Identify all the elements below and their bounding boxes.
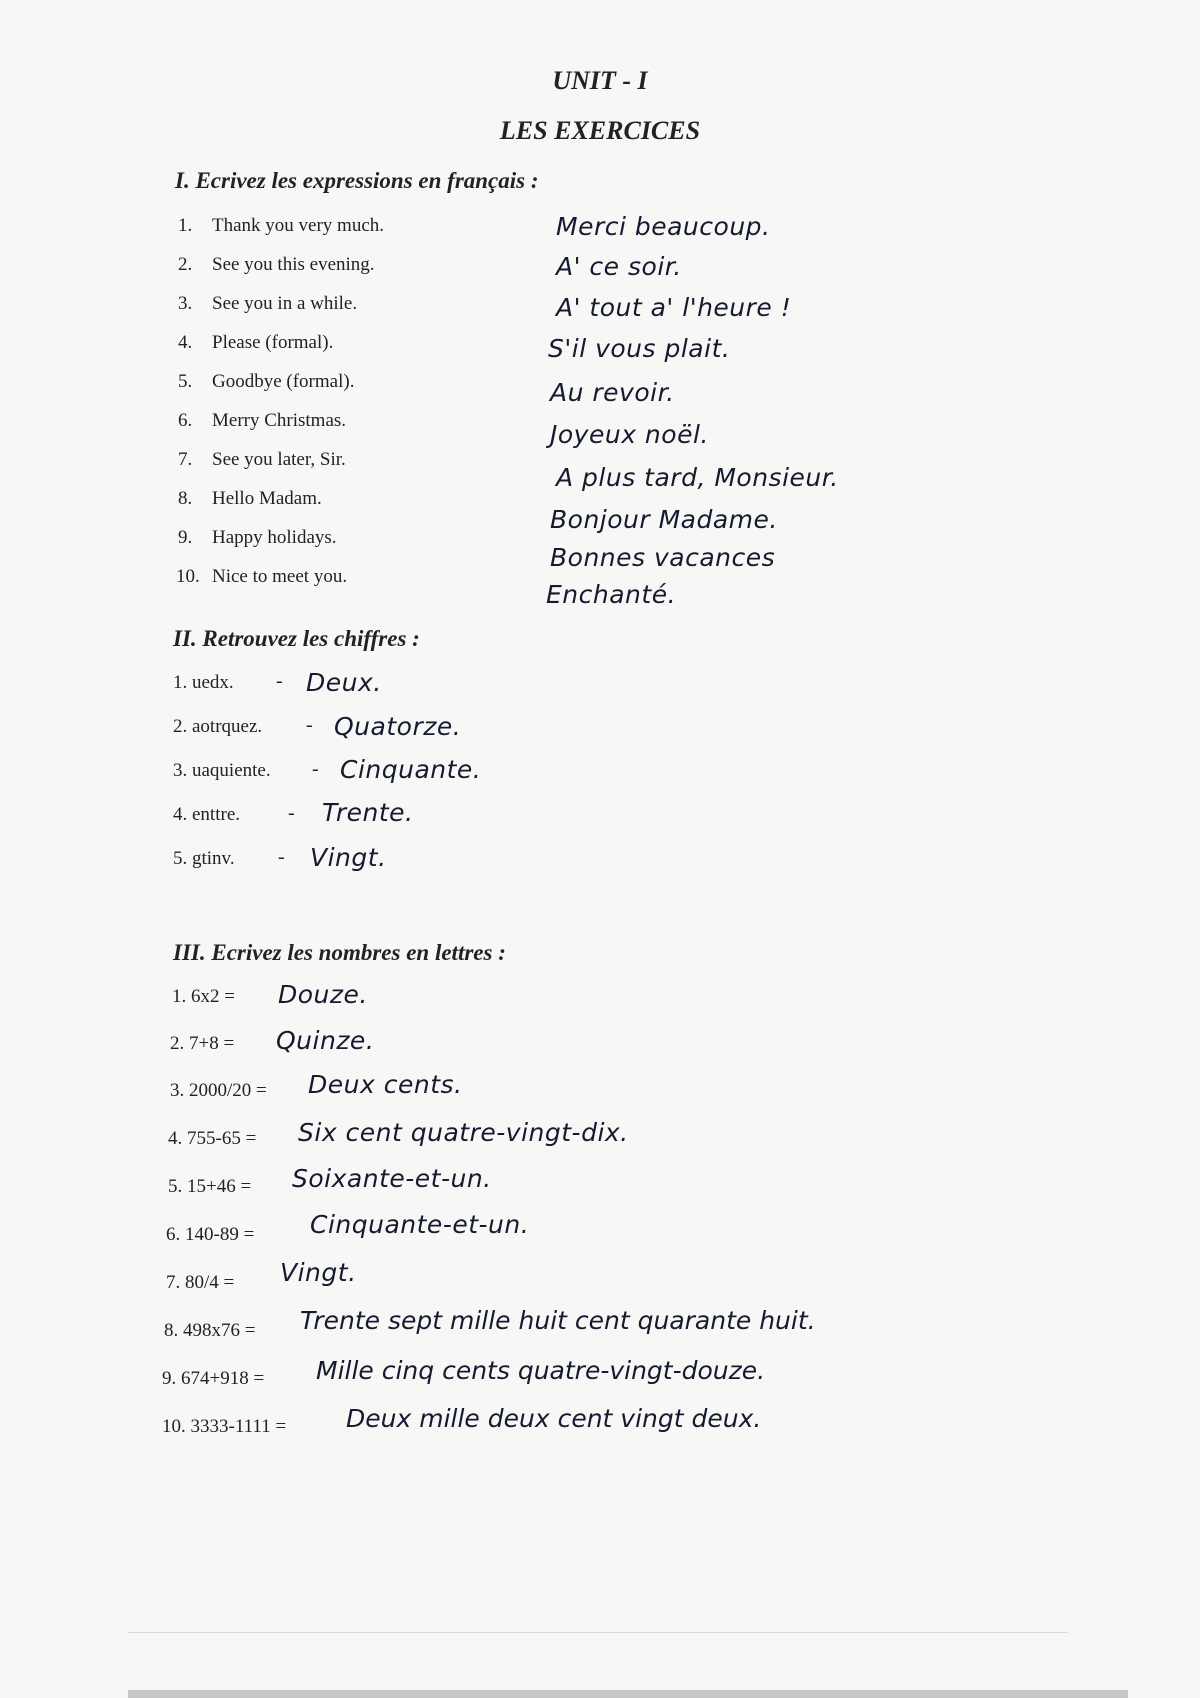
- dash: -: [312, 758, 319, 780]
- handwritten-answer: Au revoir.: [550, 378, 675, 407]
- handwritten-answer: Bonnes vacances: [550, 543, 776, 572]
- list-item: 7. 80/4 =: [166, 1272, 235, 1293]
- list-item: 2. See you this evening.: [178, 254, 375, 275]
- list-item: 1. uedx.: [173, 672, 234, 693]
- list-item: 6. 140-89 =: [166, 1224, 255, 1245]
- handwritten-answer: Vingt.: [280, 1258, 357, 1287]
- list-item: 2. 7+8 =: [170, 1033, 235, 1054]
- handwritten-answer: Cinquante.: [340, 755, 482, 784]
- handwritten-answer: Joyeux noël.: [550, 420, 709, 449]
- handwritten-answer: Deux cents.: [308, 1070, 463, 1099]
- handwritten-answer: A' ce soir.: [556, 252, 682, 281]
- handwritten-answer: Merci beaucoup.: [556, 212, 771, 241]
- list-item: 4. Please (formal).: [178, 332, 334, 353]
- unit-heading: UNIT - I: [552, 66, 648, 95]
- handwritten-answer: Deux.: [306, 668, 382, 697]
- list-item: 3. See you in a while.: [178, 293, 358, 314]
- section-1-title: I. Ecrivez les expressions en français :: [175, 168, 539, 193]
- list-item: 6. Merry Christmas.: [178, 410, 347, 431]
- handwritten-answer: Deux mille deux cent vingt deux.: [346, 1404, 762, 1433]
- list-item: 1. 6x2 =: [172, 986, 235, 1007]
- dash: -: [276, 670, 283, 692]
- list-item: 3. uaquiente.: [173, 760, 271, 781]
- list-item: 9. Happy holidays.: [178, 527, 337, 548]
- handwritten-answer: Trente.: [322, 798, 414, 827]
- handwritten-answer: Bonjour Madame.: [550, 505, 778, 534]
- section-3-title: III. Ecrivez les nombres en lettres :: [173, 940, 506, 965]
- handwritten-answer: Trente sept mille huit cent quarante huit.: [300, 1306, 816, 1335]
- handwritten-answer: Vingt.: [310, 843, 387, 872]
- handwritten-answer: A plus tard, Monsieur.: [556, 463, 839, 492]
- handwritten-answer: Quatorze.: [334, 712, 462, 741]
- section-2-title: II. Retrouvez les chiffres :: [173, 626, 420, 651]
- list-item: 5. 15+46 =: [168, 1176, 252, 1197]
- list-item: 7. See you later, Sir.: [178, 449, 346, 470]
- handwritten-answer: Quinze.: [276, 1026, 375, 1055]
- list-item: 4. 755-65 =: [168, 1128, 257, 1149]
- scan-edge: [128, 1690, 1128, 1698]
- handwritten-answer: Enchanté.: [546, 580, 677, 609]
- handwritten-answer: S'il vous plait.: [548, 334, 731, 363]
- dash: -: [288, 802, 295, 824]
- handwritten-answer: Six cent quatre-vingt-dix.: [298, 1118, 629, 1147]
- list-item: 3. 2000/20 =: [170, 1080, 267, 1101]
- handwritten-answer: Soixante-et-un.: [292, 1164, 492, 1193]
- list-item: 8. Hello Madam.: [178, 488, 322, 509]
- handwritten-answer: A' tout a' l'heure !: [556, 293, 792, 322]
- list-item: 10. Nice to meet you.: [176, 566, 348, 587]
- handwritten-answer: Cinquante-et-un.: [310, 1210, 530, 1239]
- list-item: 10. 3333-1111 =: [162, 1416, 287, 1437]
- list-item: 8. 498x76 =: [164, 1320, 256, 1341]
- handwritten-answer: Mille cinq cents quatre-vingt-douze.: [316, 1356, 766, 1385]
- list-item: 5. Goodbye (formal).: [178, 371, 355, 392]
- list-item: 9. 674+918 =: [162, 1368, 265, 1389]
- divider: [128, 1632, 1068, 1633]
- handwritten-answer: Douze.: [278, 980, 368, 1009]
- list-item: 5. gtinv.: [173, 848, 235, 869]
- list-item: 2. aotrquez.: [173, 716, 263, 737]
- list-item: 1. Thank you very much.: [178, 215, 385, 236]
- list-item: 4. enttre.: [173, 804, 241, 825]
- dash: -: [306, 714, 313, 736]
- dash: -: [278, 846, 285, 868]
- page-title: LES EXERCICES: [499, 116, 701, 145]
